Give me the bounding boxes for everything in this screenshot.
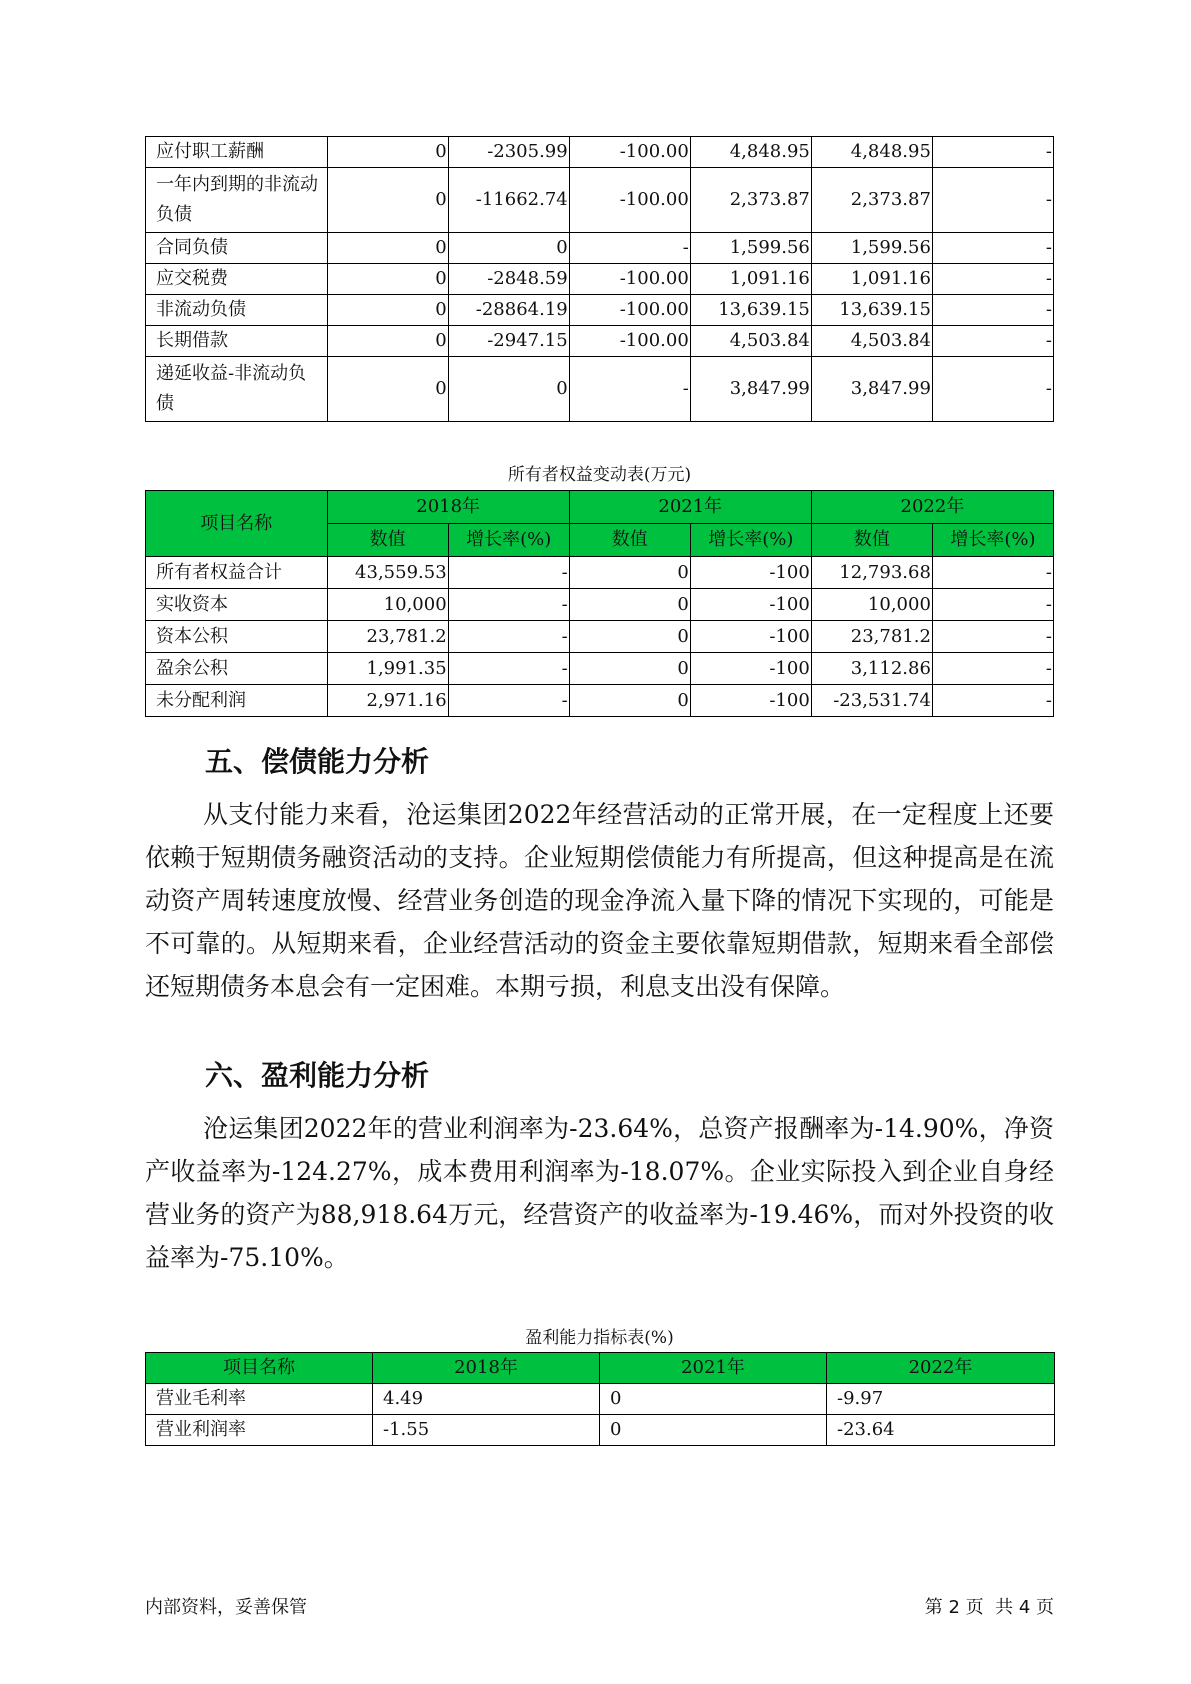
table-cell: -28864.19 bbox=[448, 295, 569, 326]
footer-left: 内部资料，妥善保管 bbox=[145, 1597, 307, 1618]
table-cell: 3,112.86 bbox=[811, 653, 932, 685]
section5-heading: 五、偿债能力分析 bbox=[205, 745, 430, 778]
table-cell: 0 bbox=[327, 137, 448, 168]
equity-header-year: 2021年 bbox=[569, 491, 811, 524]
profit-table-body bbox=[146, 1353, 1055, 1446]
row-label: 一年内到期的非流动负债 bbox=[146, 168, 328, 233]
table-row bbox=[146, 1415, 1055, 1446]
table-cell: -100.00 bbox=[569, 264, 690, 295]
profit-table-caption: 盈利能力指标表(%) bbox=[525, 1328, 674, 1348]
row-label: 应交税费 bbox=[146, 264, 328, 295]
table-cell: 23,781.2 bbox=[327, 621, 448, 653]
table-row bbox=[146, 589, 1054, 621]
table-cell: 0 bbox=[569, 621, 690, 653]
table-row bbox=[146, 137, 1054, 168]
table-cell: 4,503.84 bbox=[811, 326, 932, 357]
table-cell: 13,639.15 bbox=[690, 295, 811, 326]
table-cell: - bbox=[932, 264, 1053, 295]
row-label: 盈余公积 bbox=[146, 653, 328, 685]
table-row bbox=[146, 685, 1054, 717]
table-cell: 3,847.99 bbox=[811, 357, 932, 422]
section6-heading: 六、盈利能力分析 bbox=[205, 1059, 430, 1092]
table-row bbox=[146, 168, 1054, 233]
table-cell: 1,991.35 bbox=[327, 653, 448, 685]
table-cell: -2947.15 bbox=[448, 326, 569, 357]
table-cell: - bbox=[932, 295, 1053, 326]
table-cell: 43,559.53 bbox=[327, 557, 448, 589]
row-label: 合同负债 bbox=[146, 233, 328, 264]
equity-subheader-growth: 增长率(%) bbox=[932, 524, 1053, 557]
equity-header-row bbox=[146, 491, 1054, 524]
table-cell: - bbox=[932, 357, 1053, 422]
table-cell: -100.00 bbox=[569, 168, 690, 233]
table-cell: 10,000 bbox=[811, 589, 932, 621]
table-cell: 0 bbox=[448, 233, 569, 264]
equity-subheader-value: 数值 bbox=[327, 524, 448, 557]
liabilities-table-body bbox=[146, 137, 1054, 422]
row-label: 非流动负债 bbox=[146, 295, 328, 326]
table-cell: -2848.59 bbox=[448, 264, 569, 295]
table-row bbox=[146, 295, 1054, 326]
table-cell: -23,531.74 bbox=[811, 685, 932, 717]
table-cell: -100 bbox=[690, 653, 811, 685]
table-cell: - bbox=[932, 589, 1053, 621]
row-label: 递延收益-非流动负债 bbox=[146, 357, 328, 422]
table-cell: - bbox=[932, 653, 1053, 685]
table-cell: - bbox=[569, 233, 690, 264]
table-cell: - bbox=[448, 621, 569, 653]
table-cell: - bbox=[448, 589, 569, 621]
table-cell: 0 bbox=[327, 233, 448, 264]
table-cell: 0 bbox=[569, 685, 690, 717]
equity-subheader-growth: 增长率(%) bbox=[448, 524, 569, 557]
table-cell: 13,639.15 bbox=[811, 295, 932, 326]
profit-header-year: 2018年 bbox=[373, 1353, 600, 1384]
table-cell: 0 bbox=[327, 264, 448, 295]
table-cell: 0 bbox=[327, 295, 448, 326]
row-label: 长期借款 bbox=[146, 326, 328, 357]
table-cell: 1,599.56 bbox=[690, 233, 811, 264]
table-row bbox=[146, 264, 1054, 295]
table-cell: 1,599.56 bbox=[811, 233, 932, 264]
profit-header-year: 2022年 bbox=[827, 1353, 1055, 1384]
table-row bbox=[146, 357, 1054, 422]
table-cell: 2,373.87 bbox=[690, 168, 811, 233]
equity-table bbox=[145, 490, 1054, 717]
table-cell: 0 bbox=[327, 168, 448, 233]
table-cell: - bbox=[932, 137, 1053, 168]
table-cell: - bbox=[932, 621, 1053, 653]
row-label: 资本公积 bbox=[146, 621, 328, 653]
table-cell: - bbox=[932, 685, 1053, 717]
table-cell: 23,781.2 bbox=[811, 621, 932, 653]
row-label: 应付职工薪酬 bbox=[146, 137, 328, 168]
table-cell: 3,847.99 bbox=[690, 357, 811, 422]
table-cell: -100.00 bbox=[569, 295, 690, 326]
section6-paragraph: 沧运集团2022年的营业利润率为-23.64%，总资产报酬率为-14.90%，净资产收益率为-124.27%，成本费用利润率为-18.07%。企业实际投入到企业自身经营业务的资产为88,918.64万元，经营资产的收益率为-19.46%，而对外投资的收益率为-75.10%。 bbox=[145, 1114, 1054, 1272]
table-cell: 1,091.16 bbox=[690, 264, 811, 295]
table-cell: - bbox=[932, 326, 1053, 357]
table-cell: 0 bbox=[327, 326, 448, 357]
table-cell: -100.00 bbox=[569, 326, 690, 357]
equity-table-body bbox=[146, 491, 1054, 717]
table-cell: - bbox=[448, 557, 569, 589]
row-label: 营业利润率 bbox=[146, 1415, 373, 1446]
table-cell: - bbox=[932, 168, 1053, 233]
table-cell: -23.64 bbox=[827, 1415, 1055, 1446]
table-cell: 4.49 bbox=[373, 1384, 600, 1415]
table-cell: 0 bbox=[448, 357, 569, 422]
row-label: 营业毛利率 bbox=[146, 1384, 373, 1415]
footer-page-number: 第 2 页 共 4 页 bbox=[924, 1597, 1054, 1618]
table-cell: 0 bbox=[569, 557, 690, 589]
table-cell: -100 bbox=[690, 621, 811, 653]
table-row bbox=[146, 1384, 1055, 1415]
table-cell: 12,793.68 bbox=[811, 557, 932, 589]
table-cell: 0 bbox=[600, 1384, 827, 1415]
profit-header-row bbox=[146, 1353, 1055, 1384]
profit-header-year: 2021年 bbox=[600, 1353, 827, 1384]
table-cell: -100.00 bbox=[569, 137, 690, 168]
table-row bbox=[146, 326, 1054, 357]
equity-header-year: 2022年 bbox=[811, 491, 1053, 524]
table-row bbox=[146, 621, 1054, 653]
table-cell: - bbox=[932, 557, 1053, 589]
table-cell: 10,000 bbox=[327, 589, 448, 621]
table-cell: - bbox=[448, 653, 569, 685]
table-cell: -100 bbox=[690, 557, 811, 589]
row-label: 未分配利润 bbox=[146, 685, 328, 717]
table-row bbox=[146, 653, 1054, 685]
table-cell: 0 bbox=[327, 357, 448, 422]
table-cell: -11662.74 bbox=[448, 168, 569, 233]
equity-header-year: 2018年 bbox=[327, 491, 569, 524]
table-cell: -9.97 bbox=[827, 1384, 1055, 1415]
row-label: 所有者权益合计 bbox=[146, 557, 328, 589]
profit-header-name: 项目名称 bbox=[146, 1353, 373, 1384]
table-cell: - bbox=[569, 357, 690, 422]
table-cell: 0 bbox=[600, 1415, 827, 1446]
table-cell: -2305.99 bbox=[448, 137, 569, 168]
table-cell: 1,091.16 bbox=[811, 264, 932, 295]
table-cell: -1.55 bbox=[373, 1415, 600, 1446]
table-cell: 4,848.95 bbox=[690, 137, 811, 168]
table-cell: 2,971.16 bbox=[327, 685, 448, 717]
table-cell: 0 bbox=[569, 589, 690, 621]
table-cell: 4,503.84 bbox=[690, 326, 811, 357]
table-cell: - bbox=[932, 233, 1053, 264]
table-cell: 4,848.95 bbox=[811, 137, 932, 168]
table-cell: - bbox=[448, 685, 569, 717]
liabilities-table bbox=[145, 136, 1054, 422]
table-cell: 0 bbox=[569, 653, 690, 685]
table-cell: -100 bbox=[690, 589, 811, 621]
equity-subheader-growth: 增长率(%) bbox=[690, 524, 811, 557]
table-cell: -100 bbox=[690, 685, 811, 717]
row-label: 实收资本 bbox=[146, 589, 328, 621]
table-row bbox=[146, 233, 1054, 264]
equity-table-caption: 所有者权益变动表(万元) bbox=[507, 465, 692, 485]
equity-subheader-value: 数值 bbox=[569, 524, 690, 557]
equity-subheader-value: 数值 bbox=[811, 524, 932, 557]
profit-table bbox=[145, 1352, 1055, 1446]
table-cell: 2,373.87 bbox=[811, 168, 932, 233]
section5-paragraph: 从支付能力来看，沧运集团2022年经营活动的正常开展，在一定程度上还要依赖于短期债务融资活动的支持。企业短期偿债能力有所提高，但这种提高是在流动资产周转速度放慢、经营业务创造的现金净流入量下降的情况下实现的，可能是不可靠的。从短期来看，企业经营活动的资金主要依靠短期借款，短期来看全部偿还短期债务本息会有一定困难。本期亏损，利息支出没有保障。 bbox=[145, 800, 1054, 1001]
equity-header-name: 项目名称 bbox=[146, 491, 328, 557]
table-row bbox=[146, 557, 1054, 589]
